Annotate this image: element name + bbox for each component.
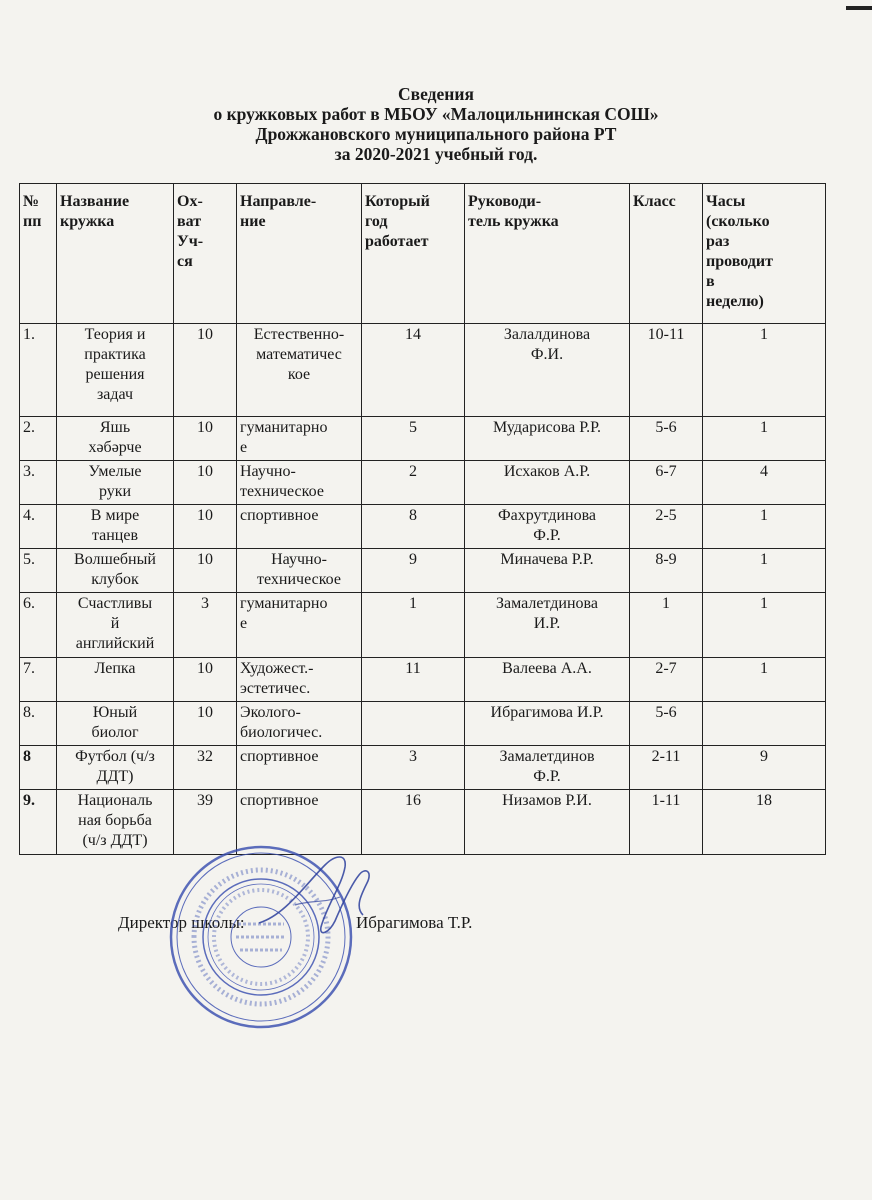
cell-year: 9 [362,549,465,593]
cell-year: 3 [362,746,465,790]
cell-grade: 8-9 [630,549,703,593]
cell-name: Футбол (ч/з ДДТ) [57,746,174,790]
cell-hours: 1 [703,324,826,417]
header-grade: Класс [630,184,703,324]
cell-grade: 1 [630,593,703,658]
cell-year: 11 [362,658,465,702]
header-name: Название кружка [57,184,174,324]
director-name: Ибрагимова Т.Р. [356,913,473,932]
cell-coverage: 10 [174,505,237,549]
table-header-row [20,184,826,324]
table-row [20,702,826,746]
header-num: № пп [20,184,57,324]
cell-num: 7. [20,658,57,702]
cell-name: Юный биолог [57,702,174,746]
cell-leader: Фахрутдинова Ф.Р. [465,505,630,549]
header-direction: Направле- ние [237,184,362,324]
cell-num: 4. [20,505,57,549]
cell-year: 8 [362,505,465,549]
cell-name: Лепка [57,658,174,702]
cell-num: 8. [20,702,57,746]
cell-num: 5. [20,549,57,593]
table-row [20,658,826,702]
cell-hours: 1 [703,417,826,461]
cell-direction: спортивное [237,746,362,790]
cell-leader: Исхаков А.Р. [465,461,630,505]
cell-hours: 4 [703,461,826,505]
header-leader: Руководи- тель кружка [465,184,630,324]
cell-num: 1. [20,324,57,417]
cell-direction: Научно- техническое [237,461,362,505]
cell-year: 5 [362,417,465,461]
cell-direction: гуманитарно е [237,593,362,658]
cell-direction: спортивное [237,505,362,549]
table-row [20,593,826,658]
scan-corner-mark [846,6,872,10]
cell-coverage: 3 [174,593,237,658]
table-row [20,417,826,461]
table-row [20,790,826,855]
table-row [20,549,826,593]
title-line-4: за 2020-2021 учебный год. [334,144,538,164]
table-row [20,505,826,549]
cell-year: 14 [362,324,465,417]
cell-hours: 1 [703,549,826,593]
clubs-table [19,183,826,855]
cell-year: 16 [362,790,465,855]
cell-leader: Залалдинова Ф.И. [465,324,630,417]
cell-direction: спортивное [237,790,362,855]
cell-hours: 1 [703,505,826,549]
cell-coverage: 10 [174,702,237,746]
cell-year: 1 [362,593,465,658]
cell-name: В мире танцев [57,505,174,549]
cell-grade: 2-5 [630,505,703,549]
document-title [0,84,872,164]
cell-grade: 2-11 [630,746,703,790]
cell-direction: Научно- техническое [237,549,362,593]
title-line-3: Дрожжановского муниципального района РТ [255,124,617,144]
cell-leader: Мударисова Р.Р. [465,417,630,461]
cell-grade: 1-11 [630,790,703,855]
cell-direction: Естественно- математичес кое [237,324,362,417]
cell-coverage: 32 [174,746,237,790]
cell-grade: 2-7 [630,658,703,702]
title-line-2: о кружковых работ в МБОУ «Малоцильнинская СОШ» [213,104,659,124]
table-row [20,461,826,505]
header-year: Который год работает [362,184,465,324]
cell-name: Умелые руки [57,461,174,505]
director-handwritten-signature [255,845,385,945]
cell-year: 2 [362,461,465,505]
director-label: Директор школы: [118,913,245,932]
cell-coverage: 10 [174,324,237,417]
cell-coverage: 10 [174,549,237,593]
cell-direction: Эколого- биологичес. [237,702,362,746]
cell-name: Теория и практика решения задач [57,324,174,417]
cell-leader: Миначева Р.Р. [465,549,630,593]
cell-grade: 10-11 [630,324,703,417]
cell-leader: Замалетдинов Ф.Р. [465,746,630,790]
cell-coverage: 39 [174,790,237,855]
cell-leader: Валеева А.А. [465,658,630,702]
cell-num: 9. [20,790,57,855]
cell-leader: Ибрагимова И.Р. [465,702,630,746]
cell-hours: 1 [703,658,826,702]
header-hours: Часы (сколько раз проводит в неделю) [703,184,826,324]
cell-hours: 1 [703,593,826,658]
cell-num: 2. [20,417,57,461]
table-row [20,746,826,790]
cell-hours [703,702,826,746]
cell-coverage: 10 [174,658,237,702]
table-row [20,324,826,417]
cell-name: Националь ная борьба (ч/з ДДТ) [57,790,174,855]
cell-year [362,702,465,746]
cell-grade: 5-6 [630,417,703,461]
cell-leader: Низамов Р.И. [465,790,630,855]
cell-coverage: 10 [174,461,237,505]
cell-grade: 6-7 [630,461,703,505]
cell-name: Счастливы й английский [57,593,174,658]
cell-num: 6. [20,593,57,658]
cell-hours: 18 [703,790,826,855]
header-coverage: Ох- ват Уч- ся [174,184,237,324]
cell-num: 3. [20,461,57,505]
title-line-1: Сведения [398,84,474,104]
cell-direction: гуманитарно е [237,417,362,461]
cell-num: 8 [20,746,57,790]
cell-leader: Замалетдинова И.Р. [465,593,630,658]
cell-name: Волшебный клубок [57,549,174,593]
cell-hours: 9 [703,746,826,790]
cell-grade: 5-6 [630,702,703,746]
cell-direction: Художест.- эстетичес. [237,658,362,702]
cell-name: Яшь хәбәрче [57,417,174,461]
cell-coverage: 10 [174,417,237,461]
